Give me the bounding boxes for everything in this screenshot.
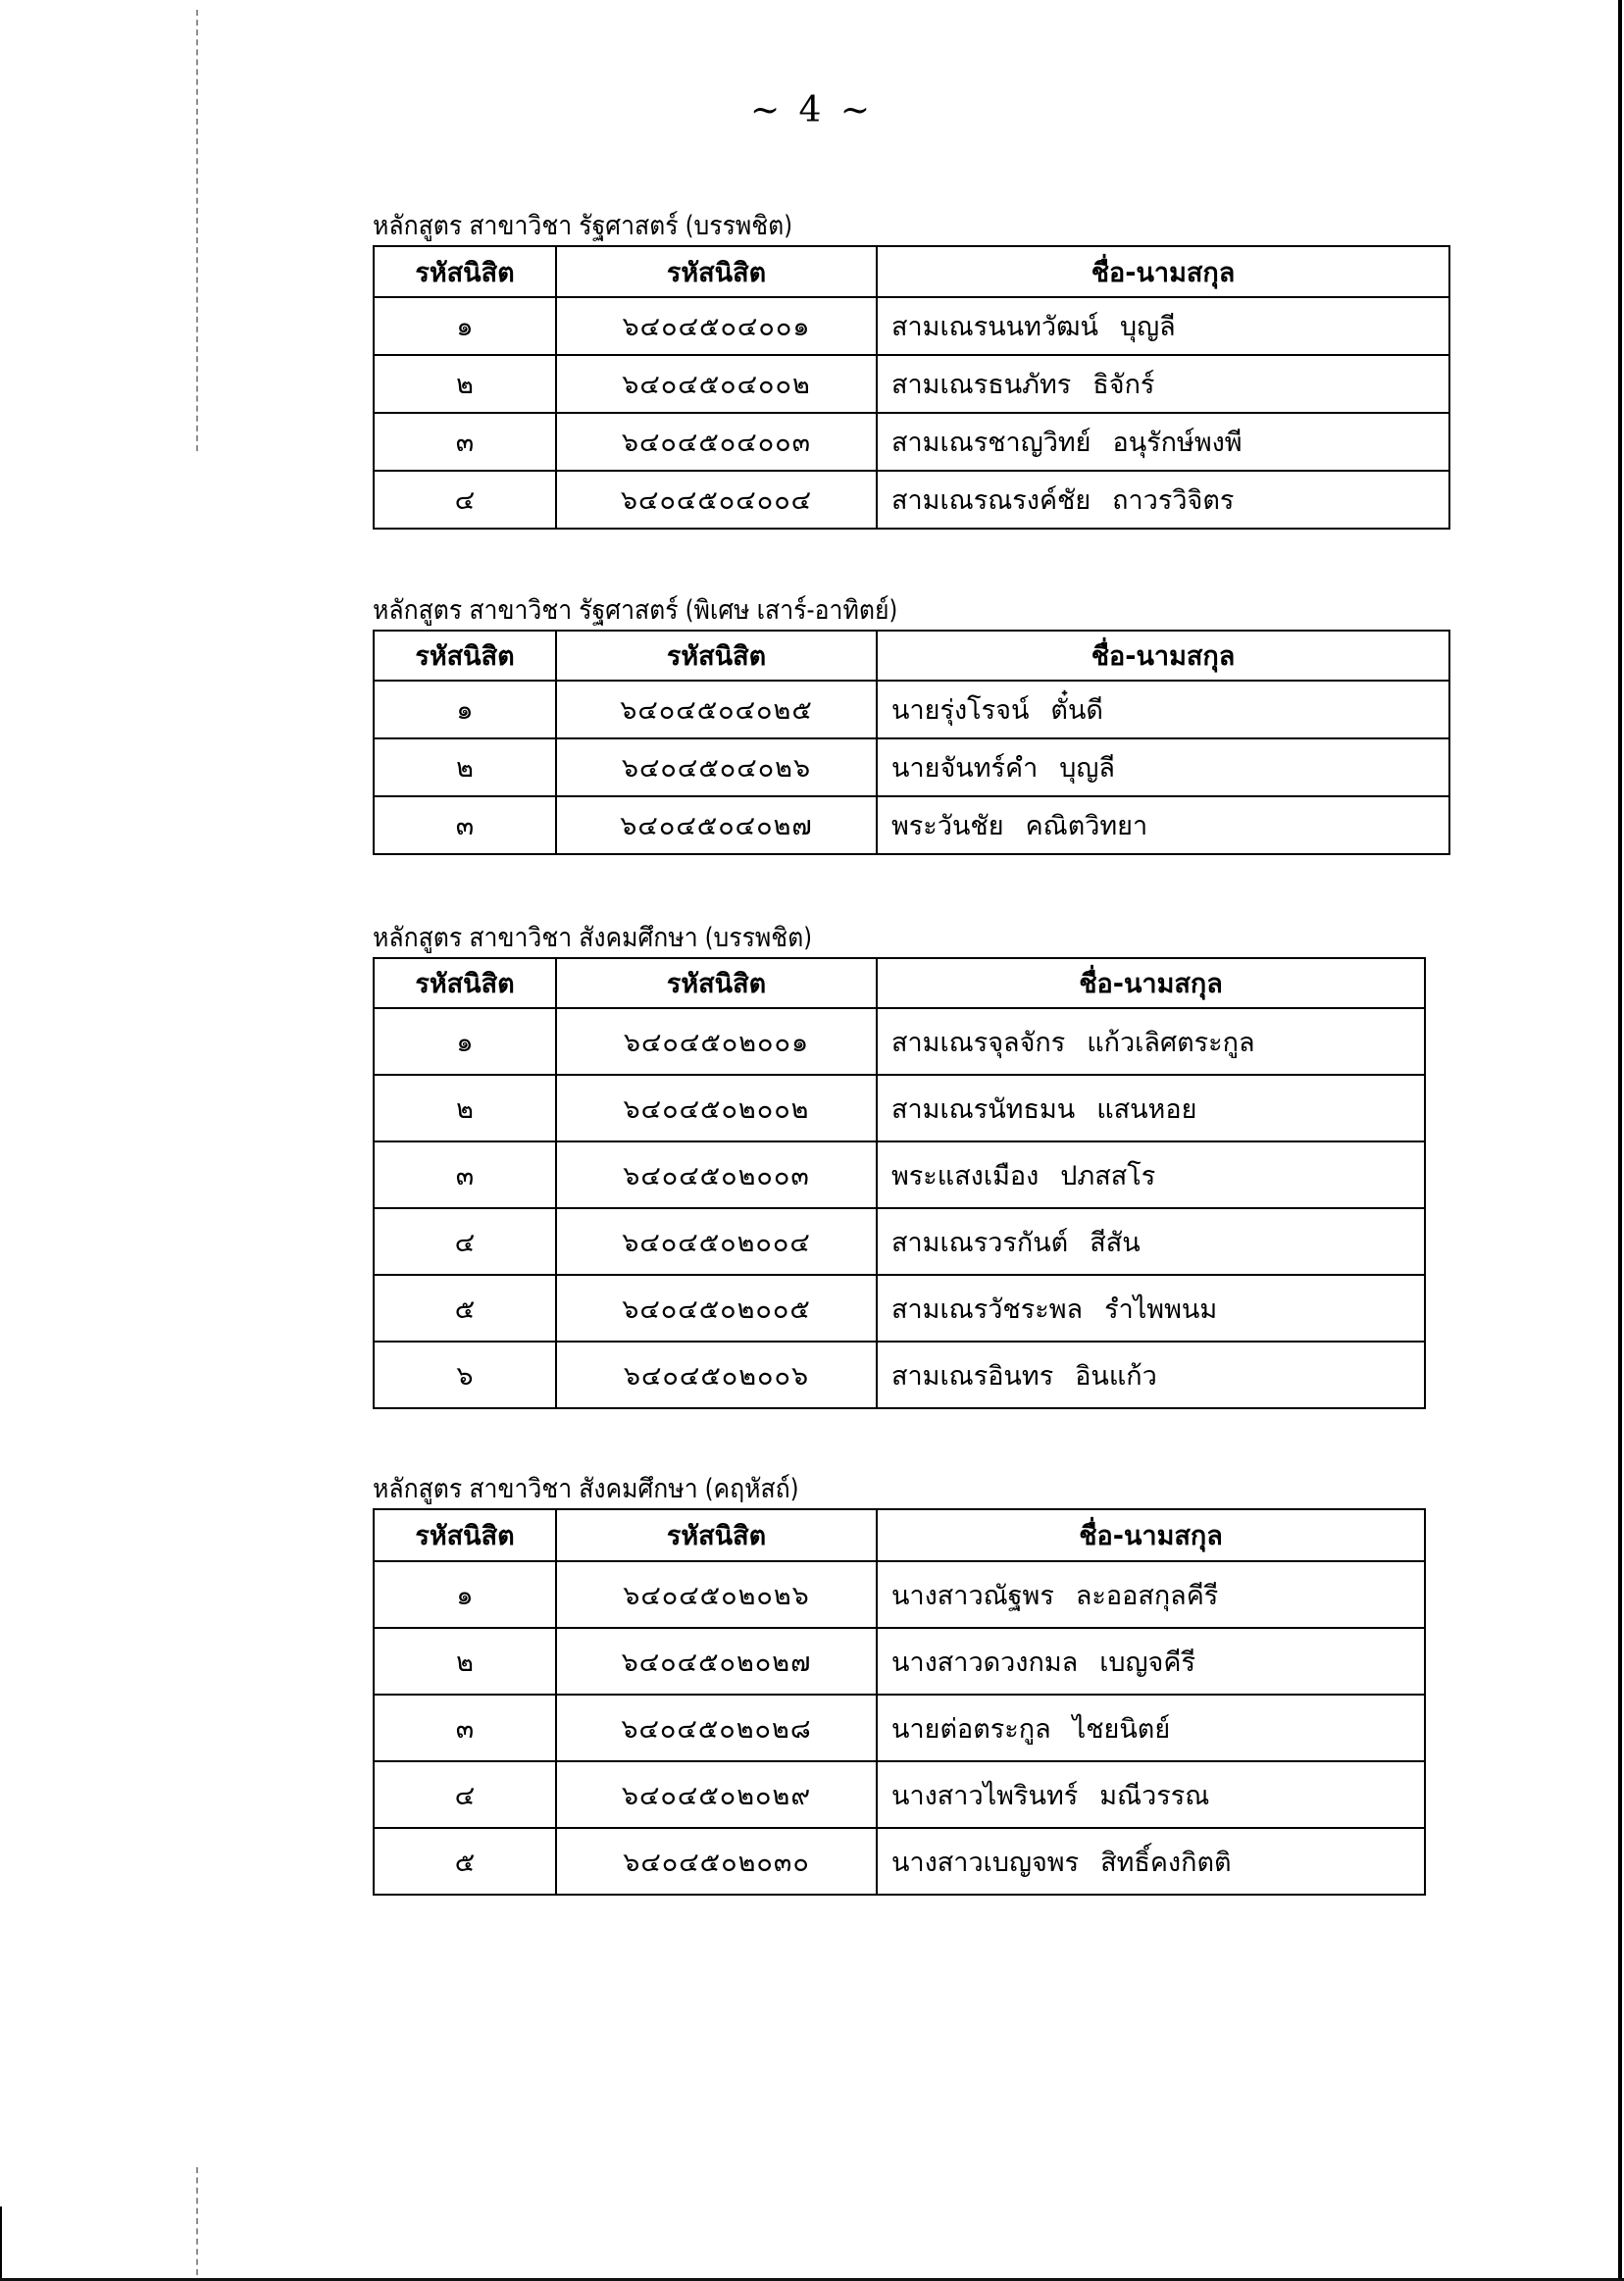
binder-hole-marks-bottom — [196, 2167, 198, 2275]
student-name — [877, 1208, 1425, 1275]
student-last-name: แสนหอย — [1096, 1093, 1197, 1125]
row-number: ๓ — [374, 796, 556, 854]
table-row — [374, 1561, 1425, 1628]
student-first-name: สามเณรนนทวัฒน์ — [891, 312, 1098, 342]
student-id: ๖๔๐๔๕๐๒๐๐๔ — [556, 1208, 877, 1275]
student-first-name: สามเณรนัทธมน — [891, 1093, 1076, 1125]
student-last-name: บุญลี — [1059, 753, 1115, 784]
section-title: หลักสูตร สาขาวิชา สังคมศึกษา (บรรพชิต) — [373, 923, 813, 953]
table-row — [374, 1208, 1425, 1275]
student-first-name: นางสาวไพรินทร์ — [891, 1780, 1079, 1811]
table-row — [374, 1141, 1425, 1208]
student-first-name: นางสาวเบญจพร — [891, 1847, 1080, 1878]
table-row — [374, 1275, 1425, 1342]
table-row — [374, 1695, 1425, 1761]
table-header-row — [374, 246, 1449, 297]
student-id: ๖๔๐๔๕๐๒๐๓๐ — [556, 1828, 877, 1895]
student-first-name: พระแสงเมือง — [891, 1160, 1040, 1191]
table-row — [374, 796, 1449, 854]
student-name — [877, 471, 1449, 529]
table-row — [374, 1628, 1425, 1695]
table-header-row — [374, 631, 1449, 681]
row-number: ๔ — [374, 1208, 556, 1275]
column-header-number: รหัสนิสิต — [374, 246, 556, 297]
table-row — [374, 471, 1449, 529]
student-id: ๖๔๐๔๕๐๔๐๒๗ — [556, 796, 877, 854]
column-header-full-name: ชื่อ-นามสกุล — [877, 1509, 1425, 1561]
student-name — [877, 1275, 1425, 1342]
row-number: ๒ — [374, 738, 556, 796]
student-id: ๖๔๐๔๕๐๒๐๐๓ — [556, 1141, 877, 1208]
student-last-name: สีสัน — [1090, 1227, 1141, 1258]
student-name — [877, 297, 1449, 355]
student-id: ๖๔๐๔๕๐๒๐๒๙ — [556, 1761, 877, 1828]
column-header-full-name: ชื่อ-นามสกุล — [877, 631, 1449, 681]
table-row — [374, 681, 1449, 738]
table-row — [374, 738, 1449, 796]
row-number: ๓ — [374, 413, 556, 471]
student-table — [373, 957, 1426, 1409]
column-header-full-name: ชื่อ-นามสกุล — [877, 246, 1449, 297]
row-number: ๖ — [374, 1342, 556, 1408]
row-number: ๔ — [374, 1761, 556, 1828]
table-row — [374, 1761, 1425, 1828]
student-last-name: ธิจักร์ — [1092, 370, 1155, 400]
student-last-name: ละออสกุลคีรี — [1075, 1580, 1219, 1611]
row-number: ๑ — [374, 1561, 556, 1628]
student-last-name: สิทธิ์คงกิตติ — [1100, 1847, 1232, 1878]
section-social-studies-monks — [373, 922, 1426, 1409]
student-last-name: อินแก้ว — [1075, 1360, 1157, 1392]
table-row — [374, 297, 1449, 355]
student-name — [877, 1561, 1425, 1628]
student-first-name: สามเณรจุลจักร — [891, 1027, 1066, 1058]
student-last-name: เบญจคีรี — [1099, 1647, 1195, 1678]
row-number: ๕ — [374, 1275, 556, 1342]
student-id: ๖๔๐๔๕๐๒๐๐๑ — [556, 1008, 877, 1075]
table-row — [374, 1828, 1425, 1895]
student-id: ๖๔๐๔๕๐๔๐๒๕ — [556, 681, 877, 738]
table-row — [374, 355, 1449, 413]
student-last-name: แก้วเลิศตระกูล — [1087, 1027, 1255, 1058]
student-id: ๖๔๐๔๕๐๒๐๒๖ — [556, 1561, 877, 1628]
student-first-name: นายรุ่งโรจน์ — [891, 695, 1030, 726]
section-title: หลักสูตร สาขาวิชา สังคมศึกษา (คฤหัสถ์) — [373, 1474, 799, 1504]
student-id: ๖๔๐๔๕๐๔๐๒๖ — [556, 738, 877, 796]
scan-edge-left — [0, 2206, 2, 2281]
student-id: ๖๔๐๔๕๐๔๐๐๒ — [556, 355, 877, 413]
row-number: ๑ — [374, 681, 556, 738]
student-id: ๖๔๐๔๕๐๒๐๒๘ — [556, 1695, 877, 1761]
table-row — [374, 1008, 1425, 1075]
student-id: ๖๔๐๔๕๐๔๐๐๓ — [556, 413, 877, 471]
student-name — [877, 1342, 1425, 1408]
student-first-name: นายจันทร์คำ — [891, 753, 1039, 784]
student-id: ๖๔๐๔๕๐๔๐๐๑ — [556, 297, 877, 355]
column-header-number: รหัสนิสิต — [374, 1509, 556, 1561]
student-first-name: นางสาวณัฐพร — [891, 1580, 1054, 1611]
student-first-name: พระวันชัย — [891, 811, 1004, 841]
student-id: ๖๔๐๔๕๐๒๐๐๕ — [556, 1275, 877, 1342]
student-name — [877, 413, 1449, 471]
student-first-name: สามเณรชาญวิทย์ — [891, 428, 1091, 458]
column-header-full-name: ชื่อ-นามสกุล — [877, 958, 1425, 1008]
column-header-student-id: รหัสนิสิต — [556, 631, 877, 681]
section-social-studies-laity — [373, 1473, 1426, 1896]
table-header-row — [374, 958, 1425, 1008]
table-row — [374, 413, 1449, 471]
student-table — [373, 245, 1450, 530]
student-name — [877, 355, 1449, 413]
student-table — [373, 630, 1450, 855]
student-id: ๖๔๐๔๕๐๒๐๐๖ — [556, 1342, 877, 1408]
student-id: ๖๔๐๔๕๐๒๐๒๗ — [556, 1628, 877, 1695]
section-title: หลักสูตร สาขาวิชา รัฐศาสตร์ (บรรพชิต) — [373, 211, 793, 241]
student-last-name: รำไพพนม — [1104, 1293, 1218, 1325]
table-row — [374, 1342, 1425, 1408]
student-first-name: สามเณรวรกันต์ — [891, 1227, 1069, 1258]
student-name — [877, 681, 1449, 738]
student-name — [877, 1075, 1425, 1141]
student-last-name: อนุรักษ์พงพี — [1112, 428, 1243, 458]
student-last-name: ถาวรวิจิตร — [1112, 485, 1235, 516]
student-name — [877, 1695, 1425, 1761]
row-number: ๓ — [374, 1695, 556, 1761]
student-name — [877, 1008, 1425, 1075]
student-first-name: สามเณรณรงค์ชัย — [891, 485, 1091, 516]
student-last-name: บุญลี — [1119, 312, 1176, 342]
row-number: ๕ — [374, 1828, 556, 1895]
column-header-student-id: รหัสนิสิต — [556, 246, 877, 297]
table-header-row — [374, 1509, 1425, 1561]
column-header-student-id: รหัสนิสิต — [556, 1509, 877, 1561]
student-name — [877, 1628, 1425, 1695]
student-last-name: คณิตวิทยา — [1025, 811, 1148, 841]
section-title: หลักสูตร สาขาวิชา รัฐศาสตร์ (พิเศษ เสาร์-อาทิตย์) — [373, 595, 898, 626]
section-political-science-monks — [373, 210, 1450, 530]
student-first-name: สามเณรอินทร — [891, 1360, 1054, 1392]
scan-edge-right — [1618, 0, 1622, 2281]
student-name — [877, 1141, 1425, 1208]
student-name — [877, 1761, 1425, 1828]
student-first-name: นายต่อตระกูล — [891, 1713, 1051, 1745]
student-name — [877, 738, 1449, 796]
row-number: ๑ — [374, 297, 556, 355]
student-last-name: ปภสสโร — [1060, 1160, 1156, 1191]
column-header-number: รหัสนิสิต — [374, 631, 556, 681]
row-number: ๓ — [374, 1141, 556, 1208]
row-number: ๒ — [374, 355, 556, 413]
student-id: ๖๔๐๔๕๐๒๐๐๒ — [556, 1075, 877, 1141]
table-row — [374, 1075, 1425, 1141]
student-last-name: ตั๋นดี — [1050, 695, 1103, 726]
binder-hole-marks — [196, 10, 198, 451]
page-number: ~ 4 ~ — [749, 90, 875, 130]
student-last-name: มณีวรรณ — [1099, 1780, 1210, 1811]
student-name — [877, 796, 1449, 854]
column-header-number: รหัสนิสิต — [374, 958, 556, 1008]
student-name — [877, 1828, 1425, 1895]
student-first-name: สามเณรวัชระพล — [891, 1293, 1084, 1325]
column-header-student-id: รหัสนิสิต — [556, 958, 877, 1008]
student-table — [373, 1508, 1426, 1896]
student-last-name: ไชยนิตย์ — [1072, 1713, 1171, 1745]
row-number: ๑ — [374, 1008, 556, 1075]
row-number: ๒ — [374, 1628, 556, 1695]
student-first-name: นางสาวดวงกมล — [891, 1647, 1079, 1678]
row-number: ๔ — [374, 471, 556, 529]
row-number: ๒ — [374, 1075, 556, 1141]
student-first-name: สามเณรธนภัทร — [891, 370, 1072, 400]
student-id: ๖๔๐๔๕๐๔๐๐๔ — [556, 471, 877, 529]
section-political-science-weekend — [373, 594, 1450, 855]
